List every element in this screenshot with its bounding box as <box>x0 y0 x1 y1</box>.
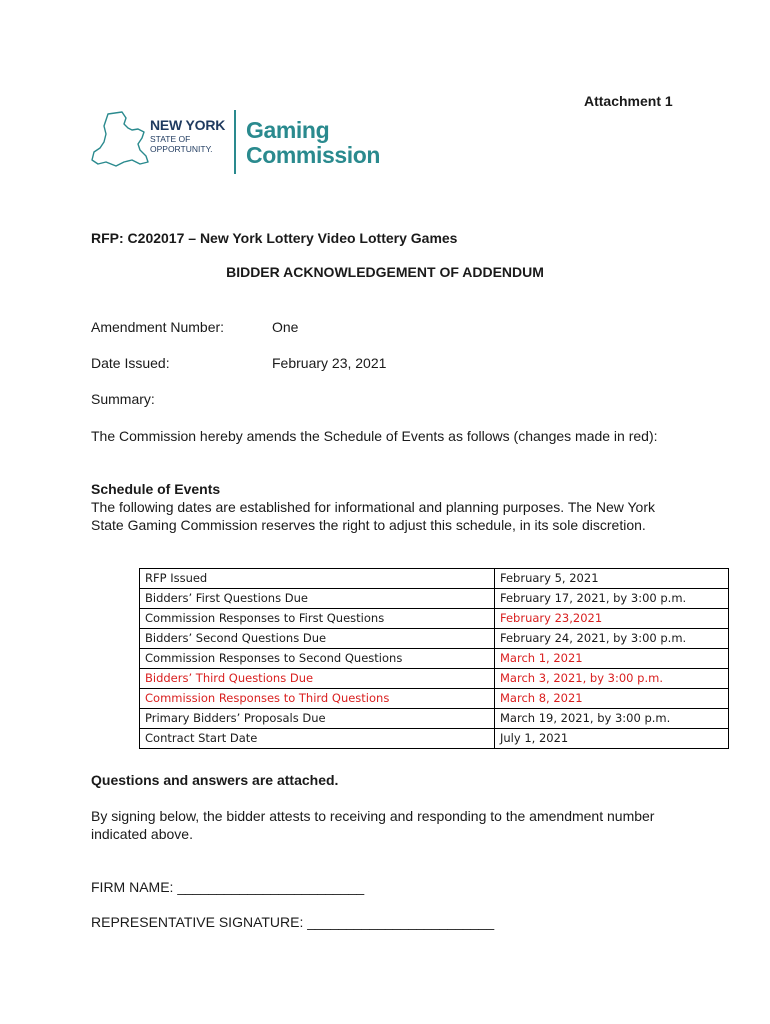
nys-line3: OPPORTUNITY. <box>150 144 213 154</box>
event-date-cell: March 8, 2021 <box>495 689 729 709</box>
table-row <box>140 729 729 749</box>
schedule-heading: Schedule of Events <box>91 481 221 497</box>
table-row <box>140 689 729 709</box>
event-name-cell: Contract Start Date <box>140 729 495 749</box>
qa-note: Questions and answers are attached. <box>91 772 339 788</box>
event-name-cell: Bidders’ First Questions Due <box>140 589 495 609</box>
summary-label: Summary: <box>91 391 155 407</box>
event-name-cell: Commission Responses to First Questions <box>140 609 495 629</box>
table-row <box>140 709 729 729</box>
event-date-cell: March 1, 2021 <box>495 649 729 669</box>
table-row <box>140 669 729 689</box>
attachment-label: Attachment 1 <box>584 93 673 109</box>
attest-text: By signing below, the bidder attests to receiving and responding to the amendment number indicated above. <box>91 808 655 842</box>
firm-name-field[interactable]: FIRM NAME: ________________________ <box>91 879 365 895</box>
event-date-cell: March 3, 2021, by 3:00 p.m. <box>495 669 729 689</box>
nys-wordmark <box>150 118 225 154</box>
nys-line2: STATE OF <box>150 134 191 144</box>
event-date-cell: February 23,2021 <box>495 609 729 629</box>
event-name-cell: Bidders’ Second Questions Due <box>140 629 495 649</box>
signature-field[interactable]: REPRESENTATIVE SIGNATURE: ________________________ <box>91 914 495 930</box>
nys-line1: NEW YORK <box>150 117 226 133</box>
event-date-cell: March 19, 2021, by 3:00 p.m. <box>495 709 729 729</box>
event-name-cell: Bidders’ Third Questions Due <box>140 669 495 689</box>
agency-wordmark <box>246 118 380 168</box>
event-name-cell: Commission Responses to Third Questions <box>140 689 495 709</box>
event-date-cell: February 5, 2021 <box>495 569 729 589</box>
amendment-number-label: Amendment Number: <box>91 319 225 335</box>
table-row <box>140 649 729 669</box>
new-york-state-map-icon <box>88 110 150 172</box>
rfp-title: RFP: C202017 – New York Lottery Video Lottery Games <box>91 230 458 246</box>
table-row <box>140 569 729 589</box>
date-issued-value: February 23, 2021 <box>272 355 387 371</box>
event-name-cell: RFP Issued <box>140 569 495 589</box>
document-heading: BIDDER ACKNOWLEDGEMENT OF ADDENDUM <box>226 264 544 280</box>
event-date-cell: February 17, 2021, by 3:00 p.m. <box>495 589 729 609</box>
table-row <box>140 629 729 649</box>
gaming-commission-logo <box>88 106 388 180</box>
table-row <box>140 609 729 629</box>
event-date-cell: July 1, 2021 <box>495 729 729 749</box>
date-issued-label: Date Issued: <box>91 355 170 371</box>
event-name-cell: Primary Bidders’ Proposals Due <box>140 709 495 729</box>
agency-line1: Gaming <box>246 117 330 143</box>
summary-text: The Commission hereby amends the Schedule of Events as follows (changes made in red): <box>91 428 658 444</box>
event-name-cell: Commission Responses to Second Questions <box>140 649 495 669</box>
agency-line2: Commission <box>246 142 381 168</box>
schedule-table <box>139 568 729 749</box>
logo-divider <box>234 110 236 174</box>
event-date-cell: February 24, 2021, by 3:00 p.m. <box>495 629 729 649</box>
schedule-text: The following dates are established for informational and planning purposes. The New York State Gaming Commission reserves the right to adjust this schedule, in its sole discretion. <box>91 499 655 533</box>
table-row <box>140 589 729 609</box>
amendment-number-value: One <box>272 319 299 335</box>
